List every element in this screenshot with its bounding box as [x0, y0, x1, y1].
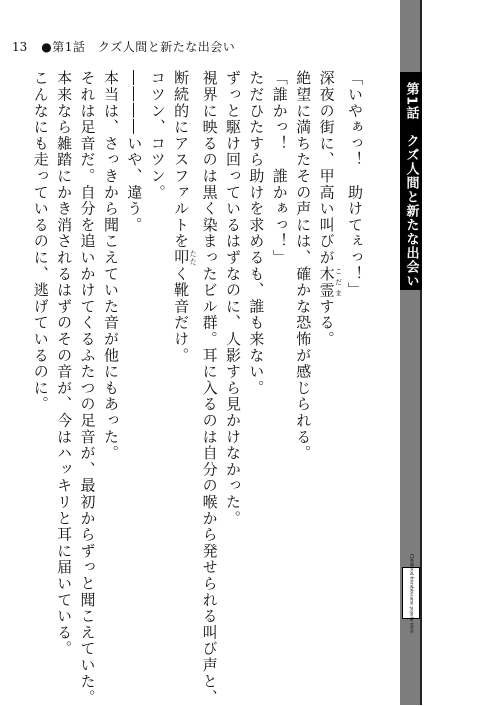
ruby-reading: たた [189, 249, 198, 266]
text-line: 「いやぁっ！ 助けてぇっ！」 [346, 70, 364, 299]
text-line [169, 70, 197, 690]
text-line: コツン、コツン。 [148, 70, 167, 201]
chapter-tab [400, 72, 422, 290]
text-line [314, 70, 342, 690]
page-number: 13 [12, 40, 28, 54]
ruby-reading: こだま [334, 265, 343, 299]
header-chapter-title: ●第1話 クズ人間と新たな出会い [41, 40, 236, 54]
chapter-label: 第1話 [403, 82, 419, 121]
text-line: 本当は、さっきから聞こえていた音が他にもあった。 [101, 70, 120, 462]
text-line: 絶望に満ちたその声には、確かな恐怖が感じられる。 [294, 70, 313, 462]
english-subtitle-box [402, 553, 420, 633]
text-line: それは足音だ。自分を追いかけてくるふたつの足音が、最初からずっと聞こえていた。 [78, 70, 97, 706]
text-line: こんなにも走っているのに、逃げているのに。 [31, 70, 50, 413]
text-segment: 深夜の街に、甲高い叫びが [317, 70, 336, 266]
text-segment: く靴音だけ。 [172, 265, 191, 364]
ruby-annotation [172, 249, 198, 266]
text-line: ――――いや、違う。 [125, 70, 144, 233]
ruby-annotation [317, 265, 343, 299]
ruby-base: 木霊 [317, 265, 336, 299]
chapter-tab-title: クズ人間と新たな出会い [403, 134, 419, 289]
english-subtitle-line: Childhood friends [408, 553, 414, 590]
text-line: 「誰かっ！ 誰かぁっ！」 [270, 70, 289, 266]
running-header [12, 40, 235, 54]
text-line: ただひたすら助けを求めるも、誰も来ない。 [247, 70, 266, 396]
text-line: 視界に映るのは黒く染まったビル群。耳に入るのは自分の喉から発せられる叫び声と、 [200, 70, 219, 706]
text-segment: する。 [317, 298, 336, 348]
english-subtitle-line: became popular idols [408, 589, 414, 633]
text-line: 本来なら雑踏にかき消されるはずのその音が、今はハッキリと耳に届いている。 [55, 70, 74, 657]
text-segment: 断続的にアスファルトを [172, 70, 191, 250]
text-line: ずっと駆け回っているはずなのに、人影すら見かけなかった。 [223, 70, 242, 527]
ruby-base: 叩 [172, 249, 191, 266]
body-text [31, 70, 366, 706]
